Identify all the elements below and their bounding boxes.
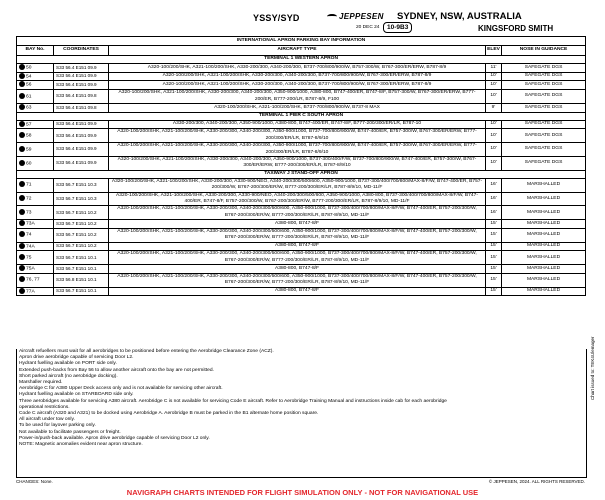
- note-marker-icon: [19, 104, 25, 110]
- aircraft-types: A330-200/300, A340-200/300, A350-900/1000, A380-800, B747-400/ER, B747-8/F, B777-200/300/ER/LR, B787-10: [109, 120, 486, 129]
- bay-elevation: 15': [486, 265, 502, 274]
- note-text: Code C aircraft (A320 and A321) to be docked using Aerobridge A. Aerobridge B must be parked in the B1 alternate home position square.: [19, 411, 319, 417]
- note-text: NOTE: Magnetic anomalies evident near apron structure.: [19, 442, 143, 448]
- nose-in-guidance: SAFEGATE DGS: [502, 64, 586, 73]
- bay-cell: [17, 192, 54, 206]
- section-header: [17, 56, 586, 64]
- bay-number: 57: [26, 121, 32, 127]
- nose-in-guidance: MARSHALLED: [502, 228, 586, 242]
- bay-number: 75A: [26, 266, 35, 272]
- bay-elevation: 15': [486, 287, 502, 296]
- bay-number: 63: [26, 105, 32, 111]
- bay-cell: [17, 287, 54, 296]
- note-marker-icon: [19, 243, 25, 249]
- table-row: [17, 206, 586, 220]
- bay-number: 75: [26, 255, 32, 261]
- bay-coordinates: S33 56.4 E151 09.9: [54, 64, 109, 73]
- bay-elevation: 10': [486, 156, 502, 170]
- bay-coordinates: S33 56.8 E151 10.1: [54, 273, 109, 287]
- bay-cell: [17, 220, 54, 229]
- nose-in-guidance: MARSHALLED: [502, 242, 586, 251]
- aircraft-types: A320-100/200/SHK, A321-100/200/SHK, B737-700/800/900/W, B737-8 MAX: [109, 103, 486, 112]
- bay-number: 76, 77: [26, 277, 40, 283]
- table-row: [17, 120, 586, 129]
- note-marker-icon: [19, 121, 25, 127]
- aircraft-types: A380-800, B747-8/F: [109, 287, 486, 296]
- table-row: [17, 273, 586, 287]
- table-row: [17, 287, 586, 296]
- aircraft-types: A380-800, B747-8/F: [109, 265, 486, 274]
- note-text: Power-in/push-back available. Apron drive aerobridge capable of servicing Door L2 only.: [19, 435, 210, 441]
- note-marker-icon: [19, 220, 25, 226]
- note-text: Hydrant fuelling available on STARBOARD side only.: [19, 392, 134, 398]
- bay-coordinates: S33 56.7 E151 10.1: [54, 251, 109, 265]
- col-elev: ELEV: [486, 46, 502, 56]
- aircraft-types: A380-800, B747-8/F: [109, 220, 486, 229]
- bay-cell: [17, 206, 54, 220]
- note-text: To be used for layover parking only.: [19, 423, 96, 429]
- nose-in-guidance: MARSHALLED: [502, 273, 586, 287]
- bay-number: 61: [26, 93, 32, 99]
- note-text: All aircraft under tow only.: [19, 417, 75, 423]
- note-marker-icon: [19, 64, 25, 70]
- aircraft-types: A320-100/200/SHK, A321-100/200/SHK, A330-200/300, A340-200/300/500/600, A350-900/1000, B737-300/400/700/800/MAX-8/F/W, B747-400/ER, B757-200/300/W, B767-200/300/ER/W, B777-200/300/ER/LR, B787-8/9/10, MD-11/F: [109, 273, 486, 287]
- section-title: TERMINAL 1 PIER C SOUTH APRON: [17, 112, 586, 120]
- bay-elevation: 15': [486, 228, 502, 242]
- aircraft-types: A320-100/200/SHK, A321-100/200/SHK, A330-200/300, A340-200/300/500/600, A350-900/1000, B737-300/400/700/800/MAX-8/F/W, B747-400/ER, B757-200/300/W, B767-200/300/ER/W, B777-200/300/ER/LR, B787-8/9/10, MD-11/F: [109, 206, 486, 220]
- bay-cell: [17, 265, 54, 274]
- bay-elevation: 10': [486, 90, 502, 104]
- bay-cell: [17, 129, 54, 143]
- note-text: Apron drive aerobridge capable of servicing Door L2.: [19, 355, 134, 361]
- bay-cell: [17, 178, 54, 192]
- bay-cell: [17, 143, 54, 157]
- nose-in-guidance: MARSHALLED: [502, 251, 586, 265]
- bay-coordinates: S33 56.4 E151 09.8: [54, 90, 109, 104]
- bay-coordinates: S33 56.4 E151 09.9: [54, 143, 109, 157]
- note-text: Not available to facilitate passengers or freight.: [19, 429, 121, 435]
- bay-number: 58: [26, 133, 32, 139]
- aircraft-types: A380-800, B747-8/F: [109, 242, 486, 251]
- note-text: Three aerobridges available for servicing A380 aircraft. Aerobridge C is not available for servicing Code E aircraft. Refer to Aerobridge Training Manual and instructions inside cab for each aerobridge: [19, 398, 447, 404]
- table-row: [17, 64, 586, 73]
- bay-coordinates: S33 56.4 E151 09.8: [54, 103, 109, 112]
- nose-in-guidance: SAFEGATE DGS: [502, 81, 586, 90]
- bay-number: 50: [26, 65, 32, 71]
- nose-in-guidance: SAFEGATE DGS: [502, 143, 586, 157]
- bay-coordinates: S33 56.7 E151 10.1: [54, 265, 109, 274]
- nose-in-guidance: MARSHALLED: [502, 206, 586, 220]
- bay-elevation: 10': [486, 129, 502, 143]
- bay-coordinates: S33 56.7 E151 10.2: [54, 242, 109, 251]
- bay-cell: [17, 251, 54, 265]
- bay-coordinates: S33 56.7 E151 10.3: [54, 178, 109, 192]
- table-row: [17, 72, 586, 81]
- bay-number: 56: [26, 82, 32, 88]
- parking-bay-table: [16, 36, 586, 296]
- brand-name: JEPPESEN: [339, 12, 384, 21]
- bay-cell: [17, 156, 54, 170]
- note-text: Extended push-backs from Bay 56 to allow another aircraft onto the bay are not permitted.: [19, 367, 214, 373]
- bay-coordinates: S33 56.7 E151 10.1: [54, 287, 109, 296]
- bay-elevation: 11': [486, 64, 502, 73]
- note-marker-icon: [19, 276, 25, 282]
- copyright: © JEPPESEN, 2024. ALL RIGHTS RESERVED.: [488, 479, 585, 484]
- aircraft-types: A320-100/200/SHK, A321-100/200/SHK, A330-200/300, A340-200/300, B737-700/800/900/W, B767-300/ER/ERW, B787-8/9: [109, 72, 486, 81]
- bay-elevation: 15': [486, 251, 502, 265]
- chart-number: 10-9B3: [383, 22, 412, 33]
- table-body: [17, 56, 586, 296]
- bay-elevation: 9': [486, 103, 502, 112]
- bay-coordinates: S33 56.7 E151 10.2: [54, 228, 109, 242]
- table-row: [17, 228, 586, 242]
- bay-number: 73A: [26, 221, 35, 227]
- note-marker-icon: [19, 81, 25, 87]
- aircraft-types: A320-100/200/SHK, A321-100/200/SHK, A330-200/300, A330-900/NEO, A340-200/300/500/600, A350-900/1000, A380-800, B737-300/400/700/800/MAX-8/F/W, B747-400/ER, B747-8/F, B757-200/300/W, B767-200/300/ER/W, B777-200/300/ER/LR, B787-8/9/10, MD-11/F: [109, 192, 486, 206]
- aircraft-types: A320-100/200/SHK, A321-100/200/SHK, A330-200/300, A340-200/300/500/600, A350-900/1000, B737-300/400/700/800/MAX-8/F/W, B747-400/ER, B757-200/300/W, B767-200/300/ER/W, B777-200/300/ER/LR, B787-8/9/10, MD-11/F: [109, 251, 486, 265]
- table-row: [17, 103, 586, 112]
- bay-cell: [17, 120, 54, 129]
- note-marker-icon: [19, 132, 25, 138]
- aircraft-types: A320-100/200/SHK, A321-100/200/SHK, A330-200/300, A340-200/300, B737-700/800/900/W, B757-300/W, B767-300/ER/ERW, B787-8/9: [109, 64, 486, 73]
- table-row: [17, 129, 586, 143]
- bay-number: 77A: [26, 289, 35, 295]
- bay-elevation: 15': [486, 220, 502, 229]
- bay-number: 72: [26, 196, 32, 202]
- bay-coordinates: S33 56.4 E151 09.9: [54, 72, 109, 81]
- note-marker-icon: [19, 73, 25, 79]
- note-marker-icon: [19, 160, 25, 166]
- bay-number: 71: [26, 182, 32, 188]
- bay-coordinates: S33 56.4 E151 09.9: [54, 129, 109, 143]
- table-row: [17, 178, 586, 192]
- aircraft-types: A320-100/200/SHK, A321-100/200/SHK, A330-200/300, A340-200/300, A350-900/1000, A380-800, B747-400/ER, B747-8/F, B757-300/W, B767-300/ER/ERW, B777-200/ER, B777-200/LR, B787-8/9, F100: [109, 90, 486, 104]
- note-marker-icon: [19, 181, 25, 187]
- section-header: [17, 112, 586, 120]
- bay-cell: [17, 273, 54, 287]
- aircraft-types: A320-100/200/SHK, A321-100/200/SHK, A330-200/300, A340-200/300, A350-900/1000, B737-300/400/F/W, B737-700/800/900/W, B747-400/ER, B757-300/W, B767-300/ER/ERW, B777-200/300/ER/LR, B787-8/9/10: [109, 156, 486, 170]
- jeppesen-logo: [327, 12, 384, 21]
- bay-number: 74: [26, 232, 32, 238]
- changes-note: CHANGES: None.: [16, 479, 53, 484]
- note-text: Aerobridge C for A380 Upper Deck access only and is not available for servicing other aircraft.: [19, 386, 223, 392]
- bay-cell: [17, 103, 54, 112]
- bay-coordinates: S33 56.4 E151 09.9: [54, 156, 109, 170]
- note-marker-icon: [19, 254, 25, 260]
- bay-cell: [17, 242, 54, 251]
- nose-in-guidance: SAFEGATE DGS: [502, 90, 586, 104]
- bay-coordinates: S33 56.7 E151 10.2: [54, 206, 109, 220]
- aircraft-types: A320-100/200/SHK, A321-100/200/SHK, A330-200/300, A340-200/300, A350-900/1000, B737-700/800/900/W, B747-400/ER, B757-300/W, B767-300/ER/ERW, B777-200/300/ER/LR, B787-8/9/10: [109, 143, 486, 157]
- note-marker-icon: [19, 288, 25, 294]
- bay-cell: [17, 64, 54, 73]
- table-row: [17, 192, 586, 206]
- aircraft-types: A320-100/200/SHK, A321-100/200/SHK, A330-200/300, A340-200/300, B737-700/800/900/W, B767-300/ER/ERW, B787-8/9: [109, 81, 486, 90]
- note-text: operational restrictions.: [19, 404, 70, 410]
- table-row: [17, 242, 586, 251]
- col-coordinates: COORDINATES: [54, 46, 109, 56]
- table-row: [17, 156, 586, 170]
- note-marker-icon: [19, 209, 25, 215]
- note-marker-icon: [19, 265, 25, 271]
- nose-in-guidance: SAFEGATE DGS: [502, 120, 586, 129]
- note-marker-icon: [19, 195, 25, 201]
- note-text: Short parked aircraft (no aerobridge docking).: [19, 373, 118, 379]
- bay-number: 54: [26, 74, 32, 79]
- bay-elevation: 10': [486, 120, 502, 129]
- bay-elevation: 15': [486, 242, 502, 251]
- bay-elevation: 16': [486, 206, 502, 220]
- col-aircraft-type: AIRCRAFT TYPE: [109, 46, 486, 56]
- note-marker-icon: [19, 146, 25, 152]
- nose-in-guidance: MARSHALLED: [502, 220, 586, 229]
- note-marker-icon: [19, 231, 25, 237]
- col-nose-guidance: NOSE IN GUIDANCE: [502, 46, 586, 56]
- note-text: Aircraft refuellers must wait for all aerobridges to be positioned before entering the Aerobridge Clearance Zone (ACZ).: [19, 349, 274, 354]
- side-issue-label: Chart issued to: TEK4Ulemager: [590, 336, 595, 400]
- table-row: [17, 90, 586, 104]
- nose-in-guidance: MARSHALLED: [502, 178, 586, 192]
- airport-name: KINGSFORD SMITH: [478, 24, 554, 33]
- bay-number: 60: [26, 160, 32, 166]
- table-row: [17, 265, 586, 274]
- note-item: [17, 442, 586, 448]
- section-header: [17, 170, 586, 178]
- nose-in-guidance: MARSHALLED: [502, 265, 586, 274]
- bay-elevation: 16': [486, 192, 502, 206]
- bay-elevation: 10': [486, 72, 502, 81]
- table-row: [17, 251, 586, 265]
- bay-coordinates: S33 56.4 E151 09.9: [54, 81, 109, 90]
- notes-list: [17, 349, 586, 448]
- note-marker-icon: [19, 93, 25, 99]
- bay-number: 74A: [26, 244, 35, 250]
- chart-header: [0, 0, 605, 40]
- bay-number: 59: [26, 146, 32, 152]
- bay-cell: [17, 228, 54, 242]
- bay-elevation: 10': [486, 81, 502, 90]
- table-row: [17, 220, 586, 229]
- aircraft-types: A320-100/200/SHK, A321-100/200/SHK, A330-200/300, A340-200/300, A350-900/1000, B737-700/800/900/W, B747-400/ER, B757-300/W, B767-300/ER/ERW, B777-200/300/ER/LR, B787-8/9/10: [109, 129, 486, 143]
- nose-in-guidance: SAFEGATE DGS: [502, 156, 586, 170]
- swoosh-icon: [327, 14, 337, 19]
- table-row: [17, 81, 586, 90]
- section-title: TAXIWAY J STAND-OFF APRON: [17, 170, 586, 178]
- note-text: Marshaller required.: [19, 380, 63, 386]
- bay-cell: [17, 81, 54, 90]
- aircraft-types: A320-100/200/SHK, A321-100/200/SHK, A330-200/300, A330-900/NEO, A340-200/300/500/600, A350-900/1000, B737-300/400/700/800/MAX-8/F/W, B747-400/ER, B757-200/300/W, B767-200/300/ER/W, B777-200/300/ER/LR, B787-8/9/10, MD-11/F: [109, 178, 486, 192]
- bay-coordinates: S33 56.7 E151 10.2: [54, 220, 109, 229]
- bay-coordinates: S33 56.4 E151 09.9: [54, 120, 109, 129]
- notes-block: [16, 349, 587, 478]
- nose-in-guidance: MARSHALLED: [502, 287, 586, 296]
- city-name: SYDNEY, NSW, AUSTRALIA: [397, 11, 522, 22]
- bay-cell: [17, 90, 54, 104]
- simulation-disclaimer: NAVIGRAPH CHARTS INTENDED FOR FLIGHT SIMULATION ONLY - NOT FOR NAVIGATIONAL USE: [126, 488, 479, 497]
- nose-in-guidance: SAFEGATE DGS: [502, 103, 586, 112]
- bay-cell: [17, 72, 54, 81]
- table-row: [17, 143, 586, 157]
- bay-coordinates: S33 56.7 E151 10.3: [54, 192, 109, 206]
- bay-elevation: 16': [486, 178, 502, 192]
- nose-in-guidance: SAFEGATE DGS: [502, 129, 586, 143]
- section-title: TERMINAL 1 WESTERN APRON: [17, 56, 586, 64]
- icao-iata-code: YSSY/SYD: [253, 13, 300, 23]
- nose-in-guidance: MARSHALLED: [502, 192, 586, 206]
- note-text: Hydrant fuelling available on PORT side only.: [19, 361, 117, 367]
- bay-elevation: 15': [486, 273, 502, 287]
- col-bay: BAY No.: [17, 46, 54, 56]
- nose-in-guidance: SAFEGATE DGS: [502, 72, 586, 81]
- table-title: INTERNATIONAL APRON PARKING BAY INFORMATION: [17, 37, 586, 46]
- bay-elevation: 10': [486, 143, 502, 157]
- aircraft-types: A320-100/200/SHK, A321-100/200/SHK, A330-200/300, A340-200/300/500/600, A350-900/1000, B737-300/400/700/800/MAX-8/F/W, B747-400/ER, B757-200/300/W, B767-200/300/ER/W, B777-200/300/ER/LR, B787-8/9/10, MD-11/F: [109, 228, 486, 242]
- revision-date: 20 DEC 24: [356, 25, 380, 30]
- bay-number: 73: [26, 210, 32, 216]
